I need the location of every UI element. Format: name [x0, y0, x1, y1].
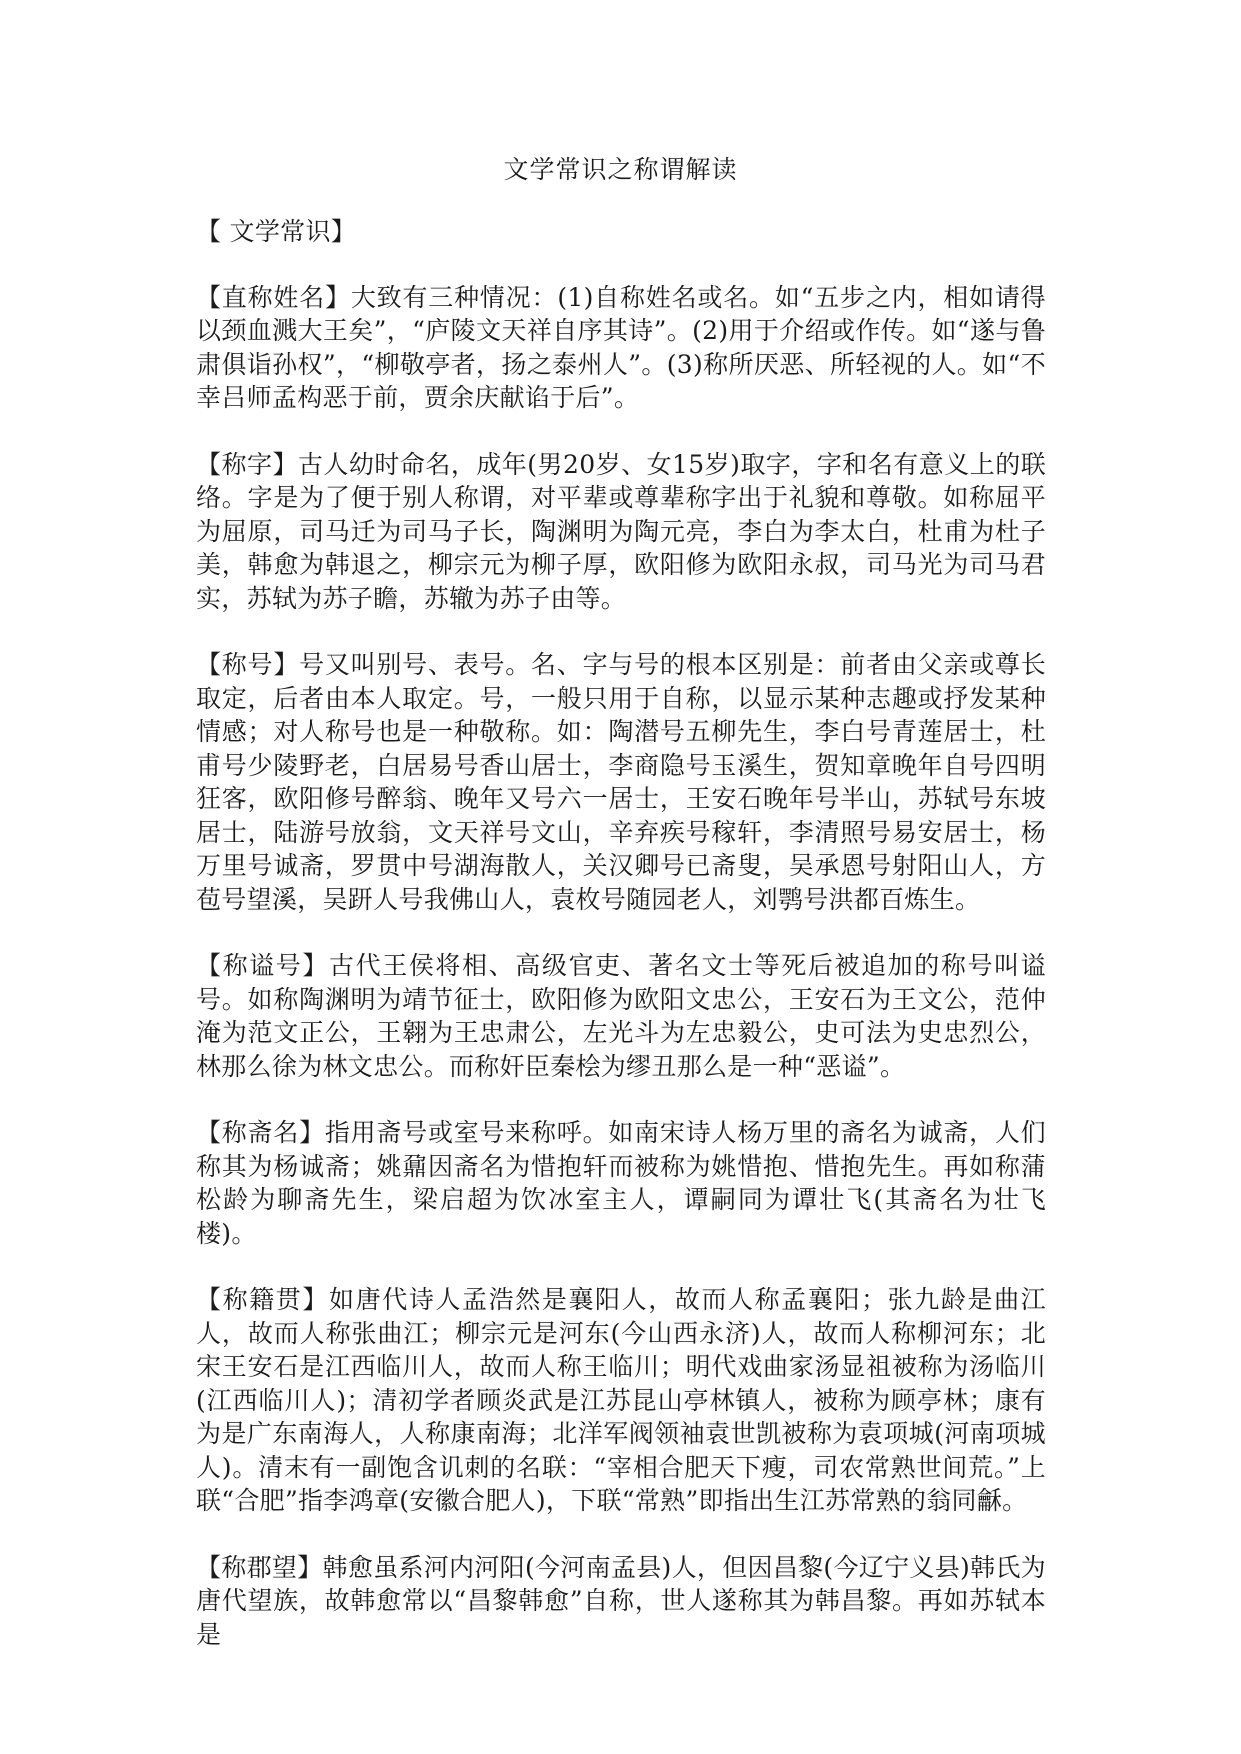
document-body [196, 215, 1046, 1684]
paragraph-native-place [196, 1283, 1046, 1518]
paragraph-text: 古代王侯将相、高级官吏、著名文士等死后被追加的称号叫谥号。如称陶渊明为靖节征士，欧阳修为欧阳文忠公，王安石为王文公，范仲淹为范文正公，王翱为王忠肃公，左光斗为左忠毅公，史可法为史忠烈公，林那么徐为林文忠公。而称奸臣秦桧为缪丑那么是一种“恶谥”。 [196, 951, 1046, 1081]
paragraph-label: 【称郡望】 [196, 1552, 323, 1582]
paragraph-text: 韩愈虽系河内河阳(今河南孟县)人，但因昌黎(今辽宁义县)韩氏为唐代望族，故韩愈常以“昌黎韩愈”自称，世人遂称其为韩昌黎。再如苏轼本是 [196, 1552, 1046, 1649]
paragraph-label: 【称谥号】 [196, 951, 330, 980]
paragraph-text: 号又叫别号、表号。名、字与号的根本区别是：前者由父亲或尊长取定，后者由本人取定。号，一般只用于自称，以显示某种志趣或抒发某种情感；对人称号也是一种敬称。如：陶潜号五柳先生，李白号青莲居士，杜甫号少陵野老，白居易号香山居士，李商隐号玉溪生，贺知章晚年自号四明狂客，欧阳修号醉翁、晚年又号六一居士，王安石晚年号半山，苏轼号东坡居士，陆游号放翁，文天祥号文山，辛弃疾号稼轩，李清照号易安居士，杨万里号诚斋，罗贯中号湖海散人，关汉卿号已斋叟，吴承恩号射阳山人，方苞号望溪，吴趼人号我佛山人，袁枚号随园老人，刘鹗号洪都百炼生。 [196, 650, 1047, 914]
section-heading: 【 文学常识】 [196, 217, 357, 246]
paragraph-text: 大致有三种情况：(1)自称姓名或名。如“五步之内，相如请得以颈血溅大王矣”，“庐陵文天祥自序其诗”。(2)用于介绍或作传。如“遂与鲁肃俱诣孙权”，“柳敬亭者，扬之泰州人”。(3)称所厌恶、所轻视的人。如“不幸吕师孟构恶于前，贾余庆献谄于后”。 [196, 282, 1046, 412]
paragraph-courtesy-name [196, 448, 1046, 616]
paragraph-label: 【称斋名】 [196, 1118, 325, 1147]
paragraph-art-name [196, 648, 1046, 916]
paragraph-studio-name [196, 1116, 1046, 1250]
paragraph-text: 古人幼时命名，成年(男20岁、女15岁)取字，字和名有意义上的联络。字是为了便于别人称谓，对平辈或尊辈称字出于礼貌和尊敬。如称屈平为屈原，司马迁为司马子长，陶渊明为陶元亮，李白为李太白，杜甫为杜子美，韩愈为韩退之，柳宗元为柳子厚，欧阳修为欧阳永叔，司马光为司马君实，苏轼为苏子瞻，苏辙为苏子由等。 [196, 449, 1046, 613]
paragraph-label: 【称号】 [196, 650, 300, 679]
paragraph-text: 指用斋号或室号来称呼。如南宋诗人杨万里的斋名为诚斋，人们称其为杨诚斋；姚鼐因斋名为惜抱轩而被称为姚惜抱、惜抱先生。再如称蒲松龄为聊斋先生，梁启超为饮冰室主人，谭嗣同为谭壮飞(其斋名为壮飞楼)。 [196, 1118, 1046, 1248]
paragraph-text: 如唐代诗人孟浩然是襄阳人，故而人称孟襄阳；张九龄是曲江人，故而人称张曲江；柳宗元是河东(今山西永济)人，故而人称柳河东；北宋王安石是江西临川人，故而人称王临川；明代戏曲家汤显祖被称为汤临川(江西临川人)；清初学者顾炎武是江苏昆山亭林镇人，被称为顾亭林；康有为是广东南海人，人称康南海；北洋军阀领袖袁世凯被称为袁项城(河南项城人)。清末有一副饱含讥刺的名联：“宰相合肥天下瘦，司农常熟世间荒。”上联“合肥”指李鸿章(安徽合肥人)，下联“常熟”即指出生江苏常熟的翁同龢。 [196, 1285, 1046, 1515]
page-title: 文学常识之称谓解读 [503, 155, 738, 184]
paragraph-label: 【称字】 [196, 449, 298, 479]
paragraph-posthumous-name [196, 949, 1046, 1083]
paragraph-label: 【直称姓名】 [196, 282, 351, 312]
paragraph-clan-origin [196, 1551, 1046, 1652]
paragraph-label: 【称籍贯】 [196, 1285, 330, 1314]
paragraph-direct-name [196, 281, 1046, 415]
